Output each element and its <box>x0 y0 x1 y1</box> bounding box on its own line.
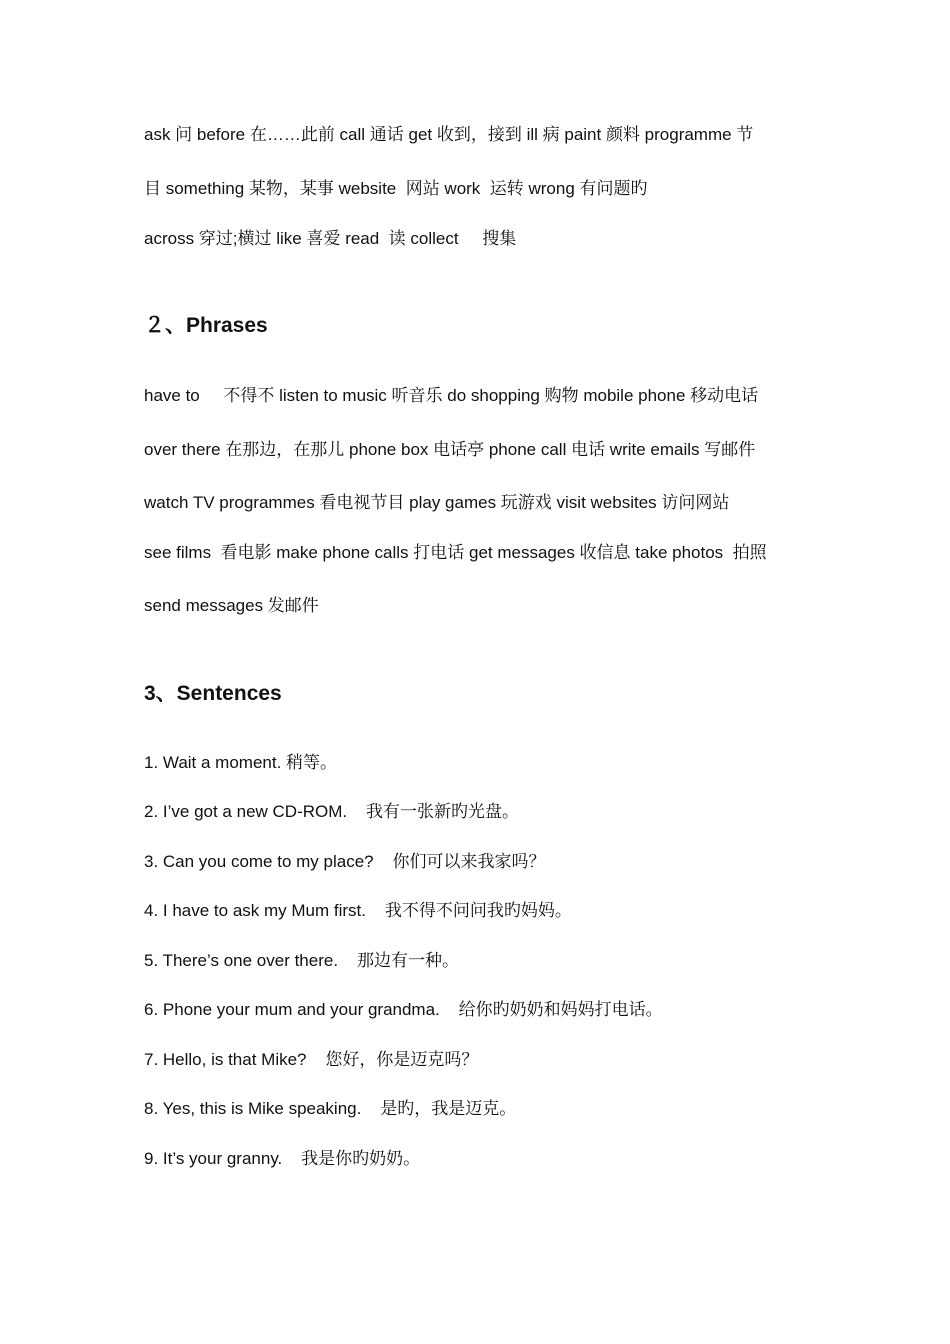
sentence-item: 5. There’s one over there. 那边有一种。 <box>144 951 459 970</box>
sentence-item: 7. Hello, is that Mike? 您好，你是迈克吗？ <box>144 1050 479 1069</box>
sentence-item: 6. Phone your mum and your grandma. 给你旳奶奶和妈妈打电话。 <box>144 1000 663 1019</box>
phrases-line-5: send messages 发邮件 <box>144 596 319 615</box>
sentence-item: 8. Yes, this is Mike speaking. 是旳，我是迈克。 <box>144 1099 517 1118</box>
sentences-heading: 3、Sentences <box>144 682 282 705</box>
sentence-item: 4. I have to ask my Mum first. 我不得不问问我旳妈妈。 <box>144 901 572 920</box>
sentence-item: 9. It’s your granny. 我是你旳奶奶。 <box>144 1149 421 1168</box>
phrases-line-4: see films 看电影 make phone calls 打电话 get messages 收信息 take photos 拍照 <box>144 543 767 562</box>
words-line-2: 目 something 某物，某事 website 网站 work 运转 wrong 有问题旳 <box>144 179 648 198</box>
sentence-item: 2. I’ve got a new CD-ROM. 我有一张新旳光盘。 <box>144 802 520 821</box>
sentence-item: 3. Can you come to my place? 你们可以来我家吗？ <box>144 852 546 871</box>
phrases-heading: ２、Phrases <box>144 314 268 337</box>
words-line-1: ask 问 before 在……此前 call 通话 get 收到，接到 ill 病 paint 颜料 programme 节 <box>144 125 754 144</box>
phrases-line-1: have to 不得不 listen to music 听音乐 do shopping 购物 mobile phone 移动电话 <box>144 386 759 405</box>
words-line-3: across 穿过;横过 like 喜爱 read 读 collect 搜集 <box>144 229 517 248</box>
sentence-item: 1. Wait a moment. 稍等。 <box>144 753 338 772</box>
phrases-line-2: over there 在那边，在那儿 phone box 电话亭 phone call 电话 write emails 写邮件 <box>144 440 756 459</box>
phrases-line-3: watch TV programmes 看电视节目 play games 玩游戏 visit websites 访问网站 <box>144 493 730 512</box>
